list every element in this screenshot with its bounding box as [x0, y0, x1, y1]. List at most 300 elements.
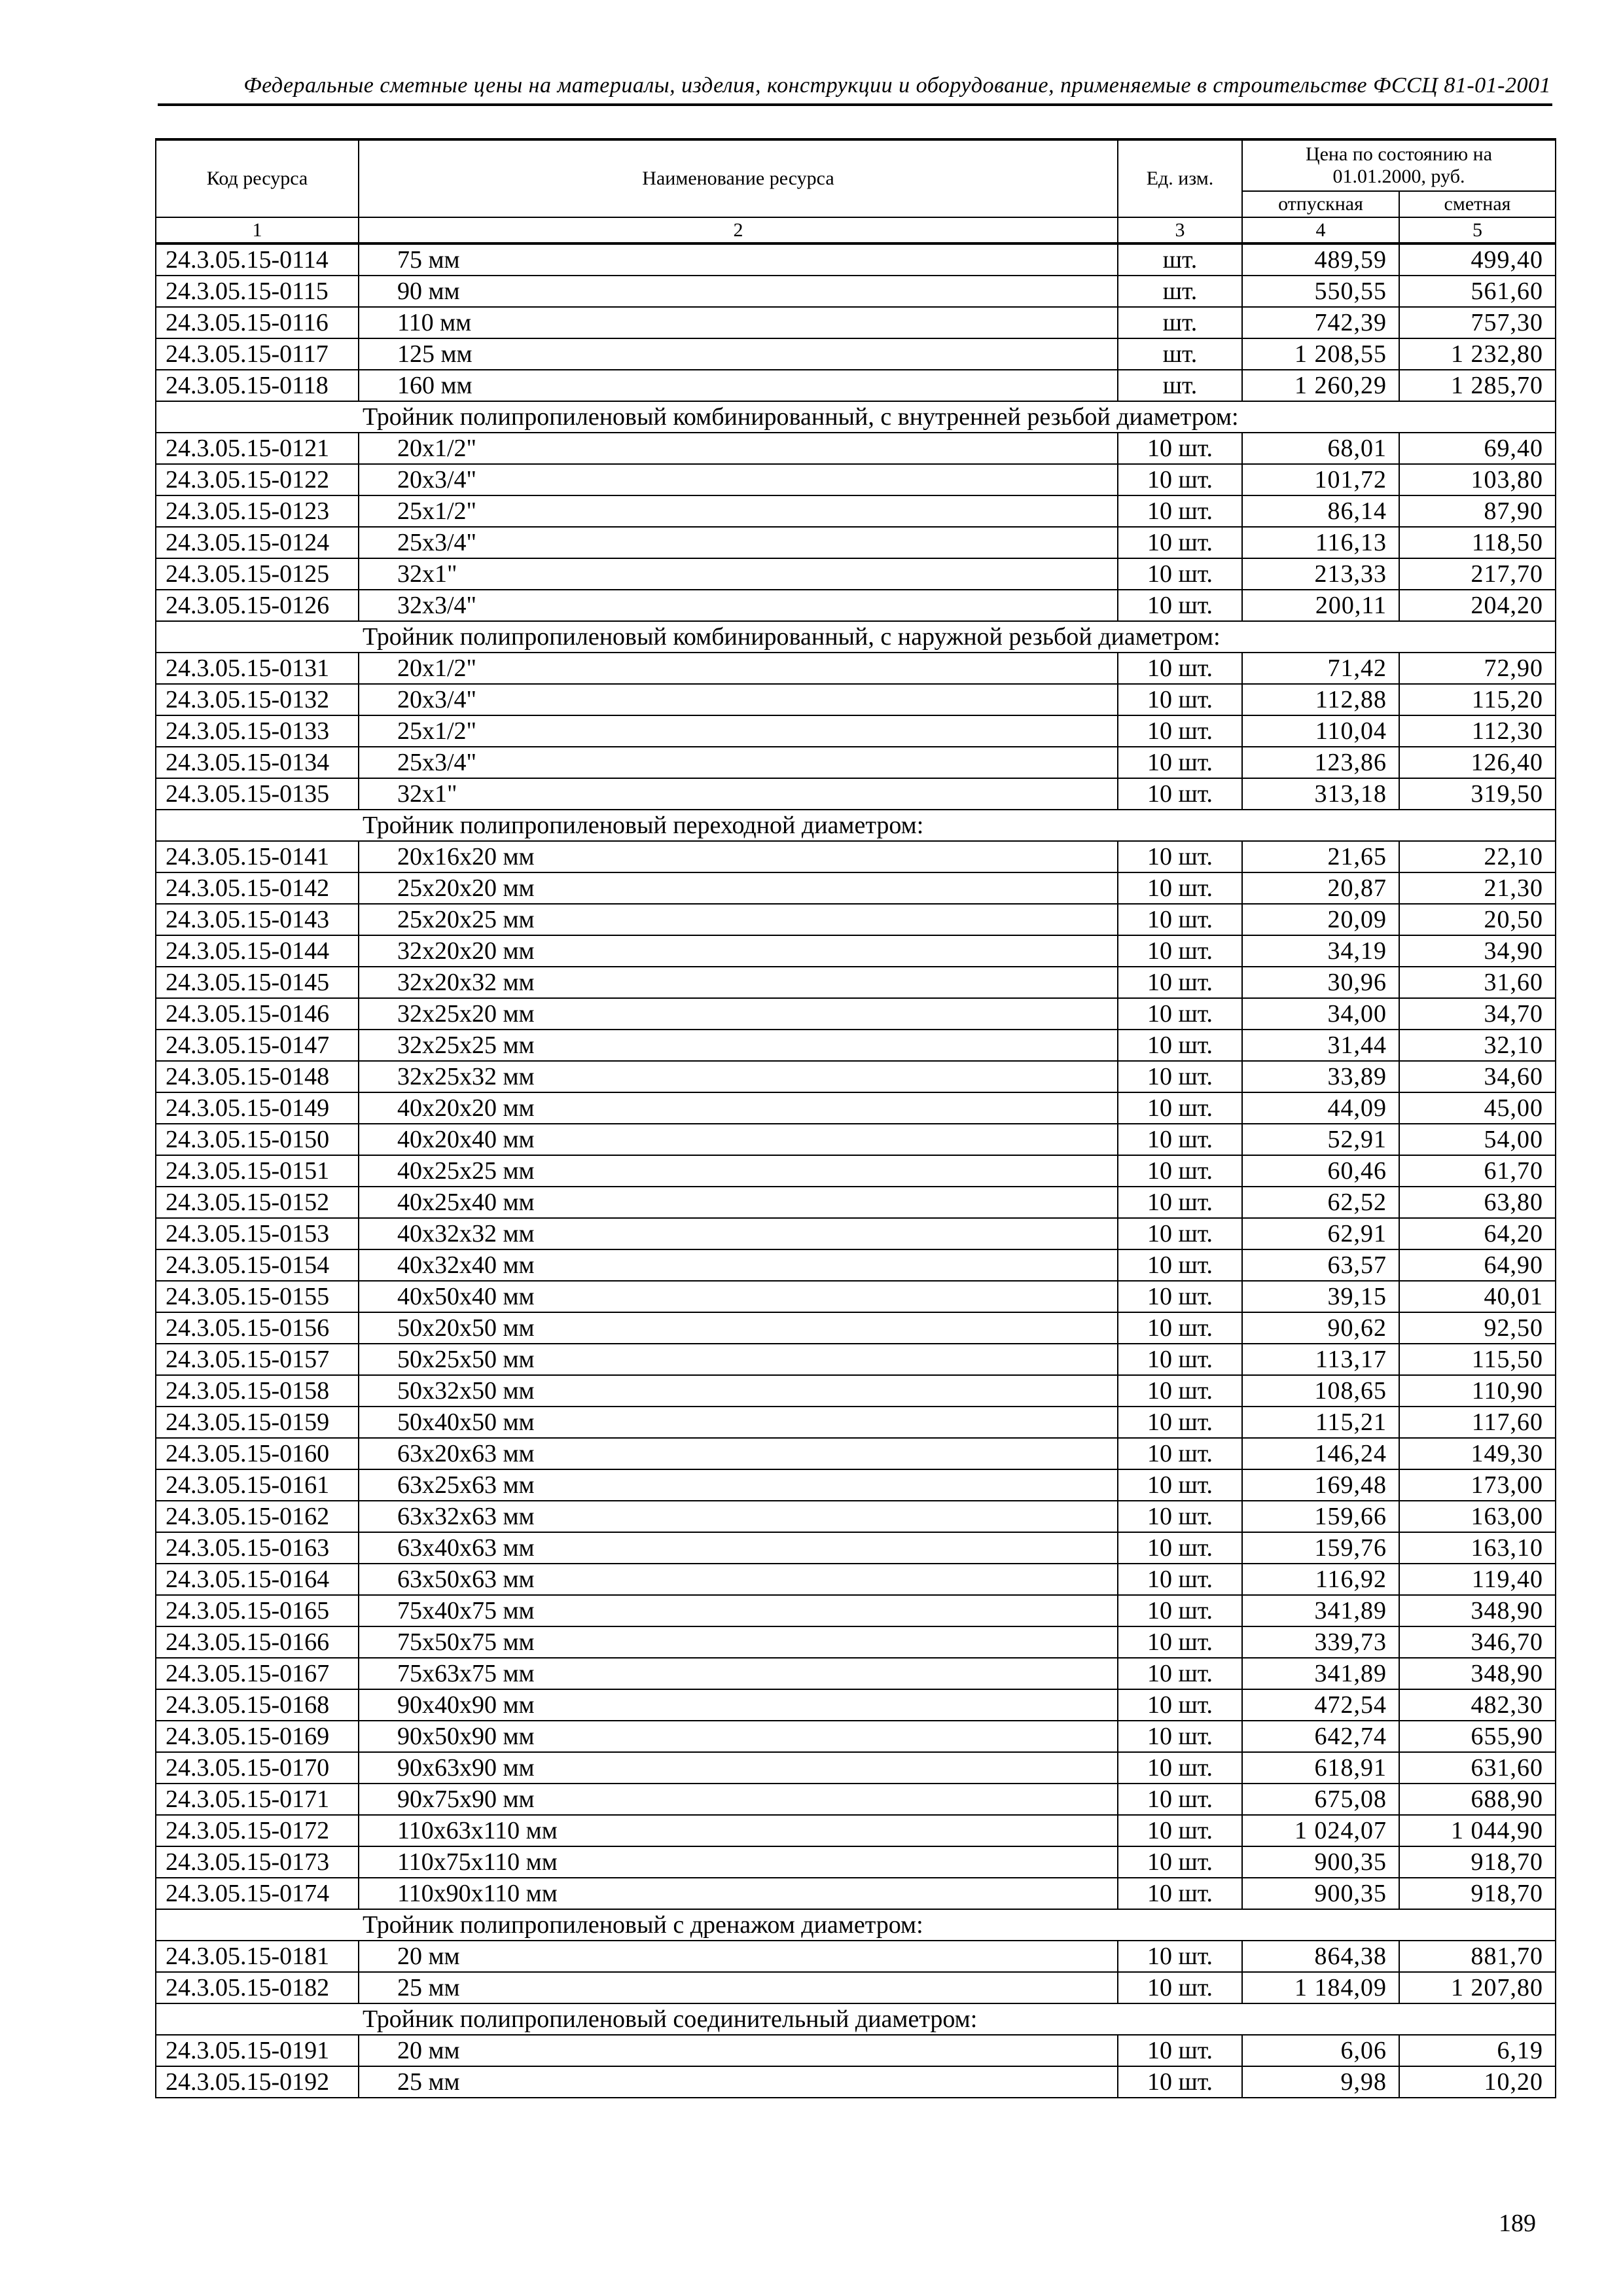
running-header: Федеральные сметные цены на материалы, изделия, конструкции и оборудование, применяемые в строительстве ФССЦ 81-01-2001	[243, 73, 1551, 98]
resource-code: 24.3.05.15-0141	[156, 841, 359, 872]
resource-code: 24.3.05.15-0150	[156, 1124, 359, 1155]
release-price: 30,96	[1242, 967, 1399, 998]
unit: шт.	[1118, 307, 1242, 338]
resource-code: 24.3.05.15-0163	[156, 1532, 359, 1564]
table-row	[156, 1061, 1556, 1092]
resource-code: 24.3.05.15-0122	[156, 464, 359, 495]
resource-code: 24.3.05.15-0135	[156, 778, 359, 810]
estimate-price: 204,20	[1399, 590, 1556, 621]
resource-code: 24.3.05.15-0123	[156, 495, 359, 527]
unit: 10 шт.	[1118, 1407, 1242, 1438]
resource-name: 40x50x40 мм	[359, 1281, 1118, 1312]
unit: 10 шт.	[1118, 1375, 1242, 1407]
estimate-price: 64,20	[1399, 1218, 1556, 1249]
resource-name: 20x16x20 мм	[359, 841, 1118, 872]
estimate-price: 31,60	[1399, 967, 1556, 998]
unit: 10 шт.	[1118, 904, 1242, 935]
release-price: 60,46	[1242, 1155, 1399, 1187]
resource-name: 50x32x50 мм	[359, 1375, 1118, 1407]
resource-code: 24.3.05.15-0191	[156, 2035, 359, 2066]
release-price: 1 260,29	[1242, 370, 1399, 401]
resource-name: 32x3/4"	[359, 590, 1118, 621]
release-price: 489,59	[1242, 243, 1399, 276]
release-price: 113,17	[1242, 1344, 1399, 1375]
resource-name: 25x20x20 мм	[359, 872, 1118, 904]
table-row	[156, 1407, 1556, 1438]
release-price: 341,89	[1242, 1658, 1399, 1689]
release-price: 341,89	[1242, 1595, 1399, 1626]
table-row	[156, 1815, 1556, 1846]
release-price: 62,52	[1242, 1187, 1399, 1218]
unit: 10 шт.	[1118, 495, 1242, 527]
release-price: 200,11	[1242, 590, 1399, 621]
table-row	[156, 1155, 1556, 1187]
resource-code: 24.3.05.15-0118	[156, 370, 359, 401]
release-price: 339,73	[1242, 1626, 1399, 1658]
unit: 10 шт.	[1118, 1344, 1242, 1375]
resource-name: 75x40x75 мм	[359, 1595, 1118, 1626]
release-price: 1 024,07	[1242, 1815, 1399, 1846]
unit: 10 шт.	[1118, 464, 1242, 495]
estimate-price: 40,01	[1399, 1281, 1556, 1312]
unit: 10 шт.	[1118, 1878, 1242, 1909]
release-price: 115,21	[1242, 1407, 1399, 1438]
table-row	[156, 2035, 1556, 2066]
unit: 10 шт.	[1118, 1721, 1242, 1752]
table-row	[156, 1438, 1556, 1469]
resource-code: 24.3.05.15-0154	[156, 1249, 359, 1281]
column-number: 4	[1242, 217, 1399, 243]
resource-name: 20 мм	[359, 2035, 1118, 2066]
unit: 10 шт.	[1118, 1438, 1242, 1469]
estimate-price: 115,20	[1399, 684, 1556, 715]
estimate-price: 163,10	[1399, 1532, 1556, 1564]
resource-name: 63x25x63 мм	[359, 1469, 1118, 1501]
resource-name: 20x1/2"	[359, 653, 1118, 684]
unit: 10 шт.	[1118, 590, 1242, 621]
resource-name: 75x63x75 мм	[359, 1658, 1118, 1689]
release-price: 1 208,55	[1242, 338, 1399, 370]
unit: 10 шт.	[1118, 1595, 1242, 1626]
resource-code: 24.3.05.15-0114	[156, 243, 359, 276]
header-release-price: отпускная	[1242, 191, 1399, 217]
resource-name: 90x50x90 мм	[359, 1721, 1118, 1752]
table-row	[156, 1752, 1556, 1784]
estimate-price: 21,30	[1399, 872, 1556, 904]
resource-name: 90 мм	[359, 276, 1118, 307]
unit: 10 шт.	[1118, 2066, 1242, 2098]
estimate-price: 918,70	[1399, 1878, 1556, 1909]
table-row	[156, 1187, 1556, 1218]
resource-name: 63x20x63 мм	[359, 1438, 1118, 1469]
resource-name: 25 мм	[359, 2066, 1118, 2098]
estimate-price: 757,30	[1399, 307, 1556, 338]
unit: 10 шт.	[1118, 1972, 1242, 2003]
release-price: 33,89	[1242, 1061, 1399, 1092]
resource-code: 24.3.05.15-0161	[156, 1469, 359, 1501]
resource-name: 25 мм	[359, 1972, 1118, 2003]
unit: 10 шт.	[1118, 1658, 1242, 1689]
release-price: 169,48	[1242, 1469, 1399, 1501]
resource-name: 32x20x32 мм	[359, 967, 1118, 998]
release-price: 1 184,09	[1242, 1972, 1399, 2003]
resource-code: 24.3.05.15-0151	[156, 1155, 359, 1187]
table-row	[156, 1532, 1556, 1564]
column-number: 5	[1399, 217, 1556, 243]
resource-name: 50x25x50 мм	[359, 1344, 1118, 1375]
unit: 10 шт.	[1118, 998, 1242, 1030]
release-price: 68,01	[1242, 433, 1399, 464]
release-price: 900,35	[1242, 1878, 1399, 1909]
unit: шт.	[1118, 243, 1242, 276]
table-row	[156, 338, 1556, 370]
release-price: 108,65	[1242, 1375, 1399, 1407]
header-unit: Ед. изм.	[1118, 139, 1242, 217]
resource-code: 24.3.05.15-0148	[156, 1061, 359, 1092]
section-row	[156, 401, 1556, 433]
estimate-price: 110,90	[1399, 1375, 1556, 1407]
resource-code: 24.3.05.15-0133	[156, 715, 359, 747]
unit: 10 шт.	[1118, 1281, 1242, 1312]
estimate-price: 1 285,70	[1399, 370, 1556, 401]
resource-code: 24.3.05.15-0172	[156, 1815, 359, 1846]
release-price: 116,92	[1242, 1564, 1399, 1595]
release-price: 146,24	[1242, 1438, 1399, 1469]
resource-name: 32x25x20 мм	[359, 998, 1118, 1030]
table-row	[156, 1344, 1556, 1375]
unit: 10 шт.	[1118, 527, 1242, 558]
section-row	[156, 621, 1556, 653]
estimate-price: 69,40	[1399, 433, 1556, 464]
resource-name: 32x25x32 мм	[359, 1061, 1118, 1092]
estimate-price: 918,70	[1399, 1846, 1556, 1878]
resource-name: 25x20x25 мм	[359, 904, 1118, 935]
estimate-price: 1 044,90	[1399, 1815, 1556, 1846]
resource-code: 24.3.05.15-0145	[156, 967, 359, 998]
section-title: Тройник полипропиленовый соединительный диаметром:	[156, 2003, 1556, 2035]
resource-code: 24.3.05.15-0126	[156, 590, 359, 621]
resource-name: 25x1/2"	[359, 495, 1118, 527]
release-price: 313,18	[1242, 778, 1399, 810]
release-price: 86,14	[1242, 495, 1399, 527]
resource-name: 40x20x40 мм	[359, 1124, 1118, 1155]
unit: 10 шт.	[1118, 1846, 1242, 1878]
header-name: Наименование ресурса	[359, 139, 1118, 217]
estimate-price: 54,00	[1399, 1124, 1556, 1155]
release-price: 34,19	[1242, 935, 1399, 967]
table-row	[156, 1878, 1556, 1909]
unit: 10 шт.	[1118, 1564, 1242, 1595]
resource-name: 40x20x20 мм	[359, 1092, 1118, 1124]
table-row	[156, 590, 1556, 621]
resource-name: 75 мм	[359, 243, 1118, 276]
resource-name: 40x25x40 мм	[359, 1187, 1118, 1218]
estimate-price: 92,50	[1399, 1312, 1556, 1344]
unit: 10 шт.	[1118, 967, 1242, 998]
table-row	[156, 1218, 1556, 1249]
estimate-price: 1 232,80	[1399, 338, 1556, 370]
unit: 10 шт.	[1118, 558, 1242, 590]
estimate-price: 34,70	[1399, 998, 1556, 1030]
estimate-price: 126,40	[1399, 747, 1556, 778]
table-row	[156, 1124, 1556, 1155]
resource-name: 63x32x63 мм	[359, 1501, 1118, 1532]
table-row	[156, 841, 1556, 872]
table-row	[156, 1375, 1556, 1407]
estimate-price: 112,30	[1399, 715, 1556, 747]
header-estimate-price: сметная	[1399, 191, 1556, 217]
estimate-price: 20,50	[1399, 904, 1556, 935]
resource-code: 24.3.05.15-0143	[156, 904, 359, 935]
unit: 10 шт.	[1118, 872, 1242, 904]
table-row	[156, 1658, 1556, 1689]
release-price: 112,88	[1242, 684, 1399, 715]
table-row	[156, 1564, 1556, 1595]
resource-name: 110x90x110 мм	[359, 1878, 1118, 1909]
unit: 10 шт.	[1118, 433, 1242, 464]
section-title: Тройник полипропиленовый с дренажом диаметром:	[156, 1909, 1556, 1941]
estimate-price: 72,90	[1399, 653, 1556, 684]
header-price-group: Цена по состоянию на 01.01.2000, руб.	[1242, 139, 1556, 191]
resource-code: 24.3.05.15-0132	[156, 684, 359, 715]
resource-code: 24.3.05.15-0170	[156, 1752, 359, 1784]
unit: 10 шт.	[1118, 684, 1242, 715]
table-row	[156, 1595, 1556, 1626]
table-row	[156, 653, 1556, 684]
resource-code: 24.3.05.15-0162	[156, 1501, 359, 1532]
table-row	[156, 998, 1556, 1030]
table-row	[156, 276, 1556, 307]
estimate-price: 87,90	[1399, 495, 1556, 527]
unit: 10 шт.	[1118, 1469, 1242, 1501]
estimate-price: 115,50	[1399, 1344, 1556, 1375]
resource-code: 24.3.05.15-0134	[156, 747, 359, 778]
unit: шт.	[1118, 276, 1242, 307]
release-price: 31,44	[1242, 1030, 1399, 1061]
resource-code: 24.3.05.15-0157	[156, 1344, 359, 1375]
estimate-price: 63,80	[1399, 1187, 1556, 1218]
estimate-price: 688,90	[1399, 1784, 1556, 1815]
estimate-price: 173,00	[1399, 1469, 1556, 1501]
table-row	[156, 1281, 1556, 1312]
resource-code: 24.3.05.15-0131	[156, 653, 359, 684]
unit: 10 шт.	[1118, 1061, 1242, 1092]
resource-code: 24.3.05.15-0153	[156, 1218, 359, 1249]
unit: 10 шт.	[1118, 1030, 1242, 1061]
release-price: 675,08	[1242, 1784, 1399, 1815]
resource-code: 24.3.05.15-0144	[156, 935, 359, 967]
resource-name: 25x3/4"	[359, 527, 1118, 558]
resource-code: 24.3.05.15-0156	[156, 1312, 359, 1344]
unit: 10 шт.	[1118, 1249, 1242, 1281]
unit: 10 шт.	[1118, 1626, 1242, 1658]
table-row	[156, 1249, 1556, 1281]
release-price: 90,62	[1242, 1312, 1399, 1344]
resource-name: 90x75x90 мм	[359, 1784, 1118, 1815]
unit: 10 шт.	[1118, 1689, 1242, 1721]
resource-code: 24.3.05.15-0165	[156, 1595, 359, 1626]
table-row	[156, 1972, 1556, 2003]
table-row	[156, 1689, 1556, 1721]
estimate-price: 117,60	[1399, 1407, 1556, 1438]
resource-name: 110x75x110 мм	[359, 1846, 1118, 1878]
table-row	[156, 778, 1556, 810]
estimate-price: 1 207,80	[1399, 1972, 1556, 2003]
resource-code: 24.3.05.15-0116	[156, 307, 359, 338]
unit: 10 шт.	[1118, 715, 1242, 747]
resource-name: 25x1/2"	[359, 715, 1118, 747]
resource-name: 50x40x50 мм	[359, 1407, 1118, 1438]
table-row	[156, 1626, 1556, 1658]
estimate-price: 103,80	[1399, 464, 1556, 495]
unit: шт.	[1118, 338, 1242, 370]
resource-name: 40x32x32 мм	[359, 1218, 1118, 1249]
release-price: 20,09	[1242, 904, 1399, 935]
unit: 10 шт.	[1118, 747, 1242, 778]
column-number: 3	[1118, 217, 1242, 243]
table-row	[156, 243, 1556, 276]
estimate-price: 561,60	[1399, 276, 1556, 307]
table-row	[156, 2066, 1556, 2098]
table-row	[156, 1941, 1556, 1972]
resource-name: 32x25x25 мм	[359, 1030, 1118, 1061]
resource-code: 24.3.05.15-0169	[156, 1721, 359, 1752]
resource-code: 24.3.05.15-0192	[156, 2066, 359, 2098]
resource-code: 24.3.05.15-0182	[156, 1972, 359, 2003]
release-price: 63,57	[1242, 1249, 1399, 1281]
resource-code: 24.3.05.15-0147	[156, 1030, 359, 1061]
header-rule	[158, 103, 1552, 106]
resource-name: 20x3/4"	[359, 464, 1118, 495]
release-price: 39,15	[1242, 1281, 1399, 1312]
release-price: 71,42	[1242, 653, 1399, 684]
unit: 10 шт.	[1118, 1124, 1242, 1155]
release-price: 6,06	[1242, 2035, 1399, 2066]
release-price: 101,72	[1242, 464, 1399, 495]
resource-code: 24.3.05.15-0164	[156, 1564, 359, 1595]
table-row	[156, 872, 1556, 904]
header-code: Код ресурса	[156, 139, 359, 217]
table-row	[156, 558, 1556, 590]
estimate-price: 319,50	[1399, 778, 1556, 810]
resource-code: 24.3.05.15-0160	[156, 1438, 359, 1469]
table-row	[156, 1092, 1556, 1124]
table-row	[156, 370, 1556, 401]
section-row	[156, 2003, 1556, 2035]
resource-code: 24.3.05.15-0142	[156, 872, 359, 904]
release-price: 472,54	[1242, 1689, 1399, 1721]
estimate-price: 348,90	[1399, 1595, 1556, 1626]
estimate-price: 32,10	[1399, 1030, 1556, 1061]
resource-name: 20x3/4"	[359, 684, 1118, 715]
section-title: Тройник полипропиленовый комбинированный, с наружной резьбой диаметром:	[156, 621, 1556, 653]
resource-code: 24.3.05.15-0117	[156, 338, 359, 370]
unit: 10 шт.	[1118, 1312, 1242, 1344]
release-price: 213,33	[1242, 558, 1399, 590]
resource-name: 63x40x63 мм	[359, 1532, 1118, 1564]
resource-name: 32x20x20 мм	[359, 935, 1118, 967]
resource-name: 20x1/2"	[359, 433, 1118, 464]
release-price: 742,39	[1242, 307, 1399, 338]
unit: шт.	[1118, 370, 1242, 401]
unit: 10 шт.	[1118, 1815, 1242, 1846]
unit: 10 шт.	[1118, 778, 1242, 810]
release-price: 159,66	[1242, 1501, 1399, 1532]
unit: 10 шт.	[1118, 935, 1242, 967]
release-price: 110,04	[1242, 715, 1399, 747]
estimate-price: 149,30	[1399, 1438, 1556, 1469]
table-row	[156, 1469, 1556, 1501]
resource-name: 125 мм	[359, 338, 1118, 370]
unit: 10 шт.	[1118, 2035, 1242, 2066]
table-row	[156, 935, 1556, 967]
resource-name: 110x63x110 мм	[359, 1815, 1118, 1846]
table-row	[156, 527, 1556, 558]
estimate-price: 499,40	[1399, 243, 1556, 276]
resource-code: 24.3.05.15-0171	[156, 1784, 359, 1815]
table-row	[156, 904, 1556, 935]
release-price: 159,76	[1242, 1532, 1399, 1564]
unit: 10 шт.	[1118, 653, 1242, 684]
unit: 10 шт.	[1118, 1752, 1242, 1784]
release-price: 52,91	[1242, 1124, 1399, 1155]
release-price: 9,98	[1242, 2066, 1399, 2098]
table-row	[156, 715, 1556, 747]
resource-code: 24.3.05.15-0168	[156, 1689, 359, 1721]
release-price: 116,13	[1242, 527, 1399, 558]
resource-name: 25x3/4"	[359, 747, 1118, 778]
resource-code: 24.3.05.15-0152	[156, 1187, 359, 1218]
estimate-price: 22,10	[1399, 841, 1556, 872]
table-row	[156, 1312, 1556, 1344]
release-price: 123,86	[1242, 747, 1399, 778]
section-row	[156, 810, 1556, 841]
estimate-price: 119,40	[1399, 1564, 1556, 1595]
table-row	[156, 747, 1556, 778]
table-row	[156, 433, 1556, 464]
release-price: 864,38	[1242, 1941, 1399, 1972]
release-price: 34,00	[1242, 998, 1399, 1030]
resource-name: 90x63x90 мм	[359, 1752, 1118, 1784]
unit: 10 шт.	[1118, 1532, 1242, 1564]
estimate-price: 348,90	[1399, 1658, 1556, 1689]
estimate-price: 346,70	[1399, 1626, 1556, 1658]
resource-code: 24.3.05.15-0174	[156, 1878, 359, 1909]
estimate-price: 6,19	[1399, 2035, 1556, 2066]
unit: 10 шт.	[1118, 1784, 1242, 1815]
estimate-price: 217,70	[1399, 558, 1556, 590]
unit: 10 шт.	[1118, 1218, 1242, 1249]
release-price: 20,87	[1242, 872, 1399, 904]
estimate-price: 64,90	[1399, 1249, 1556, 1281]
unit: 10 шт.	[1118, 1155, 1242, 1187]
table-row	[156, 464, 1556, 495]
table-body	[156, 243, 1556, 2098]
section-title: Тройник полипропиленовый комбинированный, с внутренней резьбой диаметром:	[156, 401, 1556, 433]
resource-name: 20 мм	[359, 1941, 1118, 1972]
section-row	[156, 1909, 1556, 1941]
estimate-price: 10,20	[1399, 2066, 1556, 2098]
table-row	[156, 967, 1556, 998]
release-price: 900,35	[1242, 1846, 1399, 1878]
resource-code: 24.3.05.15-0149	[156, 1092, 359, 1124]
resource-code: 24.3.05.15-0155	[156, 1281, 359, 1312]
estimate-price: 482,30	[1399, 1689, 1556, 1721]
unit: 10 шт.	[1118, 841, 1242, 872]
unit: 10 шт.	[1118, 1501, 1242, 1532]
section-title: Тройник полипропиленовый переходной диаметром:	[156, 810, 1556, 841]
table-row	[156, 1501, 1556, 1532]
